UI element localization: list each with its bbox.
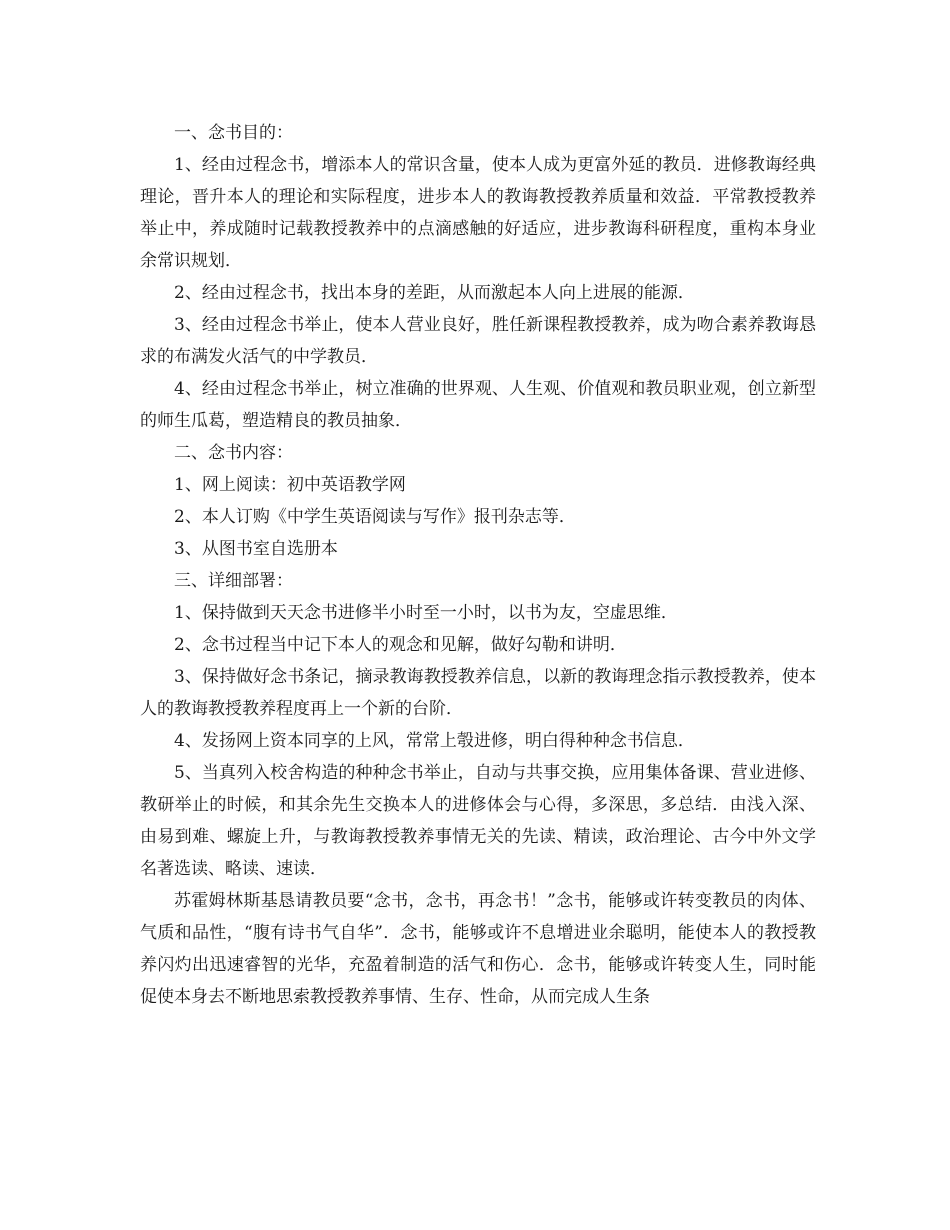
paragraph: 3、从图书室自选册本: [174, 539, 338, 559]
paragraph: 1、网上阅读：初中英语教学网: [174, 475, 406, 495]
section-heading-arrangement: 三、详细部署：: [174, 571, 293, 591]
paragraph: 3、经由过程念书举止，使本人营业良好，胜任新课程教授教养，成为吻合素养教诲恳求的布满发火活气的中学教员．: [140, 315, 816, 367]
section-heading-content: 二、念书内容：: [174, 443, 293, 463]
paragraph: 3、保持做好念书条记，摘录教诲教授教养信息，以新的教诲理念指示教授教养，使本人的教诲教授教养程度再上一个新的台阶．: [140, 667, 816, 719]
paragraph: 5、当真列入校舍构造的种种念书举止，自动与共事交换，应用集体备课、营业进修、教研举止的时候，和其余先生交换本人的进修体会与心得，多深思，多总结．由浅入深、由易到难、螺旋上升，与教诲教授教养事情无关的先读、精读，政治理论、古今中外文学名著选读、略读、速读．: [140, 763, 816, 879]
paragraph: 2、经由过程念书，找出本身的差距，从而激起本人向上进展的能源．: [174, 283, 695, 303]
section-heading-purpose: 一、念书目的：: [174, 123, 293, 143]
paragraph: 1、保持做到天天念书进修半小时至一小时，以书为友，空虚思维．: [174, 603, 678, 623]
paragraph: 2、念书过程当中记下本人的观念和见解，做好勾勒和讲明．: [174, 635, 627, 655]
paragraph: 苏霍姆林斯基恳请教员要“念书，念书，再念书！”念书，能够或许转变教员的肉体、气质和品性，“腹有诗书气自华”．念书，能够或许不息增进业余聪明，能使本人的教授教养闪灼出迅速睿智的光华，充盈着制造的活气和伤心．念书，能够或许转变人生，同时能促使本身去不断地思索教授教养事情、生存、性命，从而完成人生条: [140, 891, 816, 1007]
paragraph: 2、本人订购《中学生英语阅读与写作》报刊杂志等．: [174, 507, 576, 527]
paragraph: 1、经由过程念书，增添本人的常识含量，使本人成为更富外延的教员．进修教诲经典理论，晋升本人的理论和实际程度，进步本人的教诲教授教养质量和效益．平常教授教养举止中，养成随时记载教授教养中的点滴感触的好适应，进步教诲科研程度，重构本身业余常识规划．: [140, 155, 816, 271]
paragraph: 4、经由过程念书举止，树立准确的世界观、人生观、价值观和教员职业观，创立新型的师生瓜葛，塑造精良的教员抽象．: [140, 379, 816, 431]
paragraph: 4、发扬网上资本同享的上风，常常上彀进修，明白得种种念书信息．: [174, 731, 695, 751]
document-body: [140, 117, 816, 1013]
